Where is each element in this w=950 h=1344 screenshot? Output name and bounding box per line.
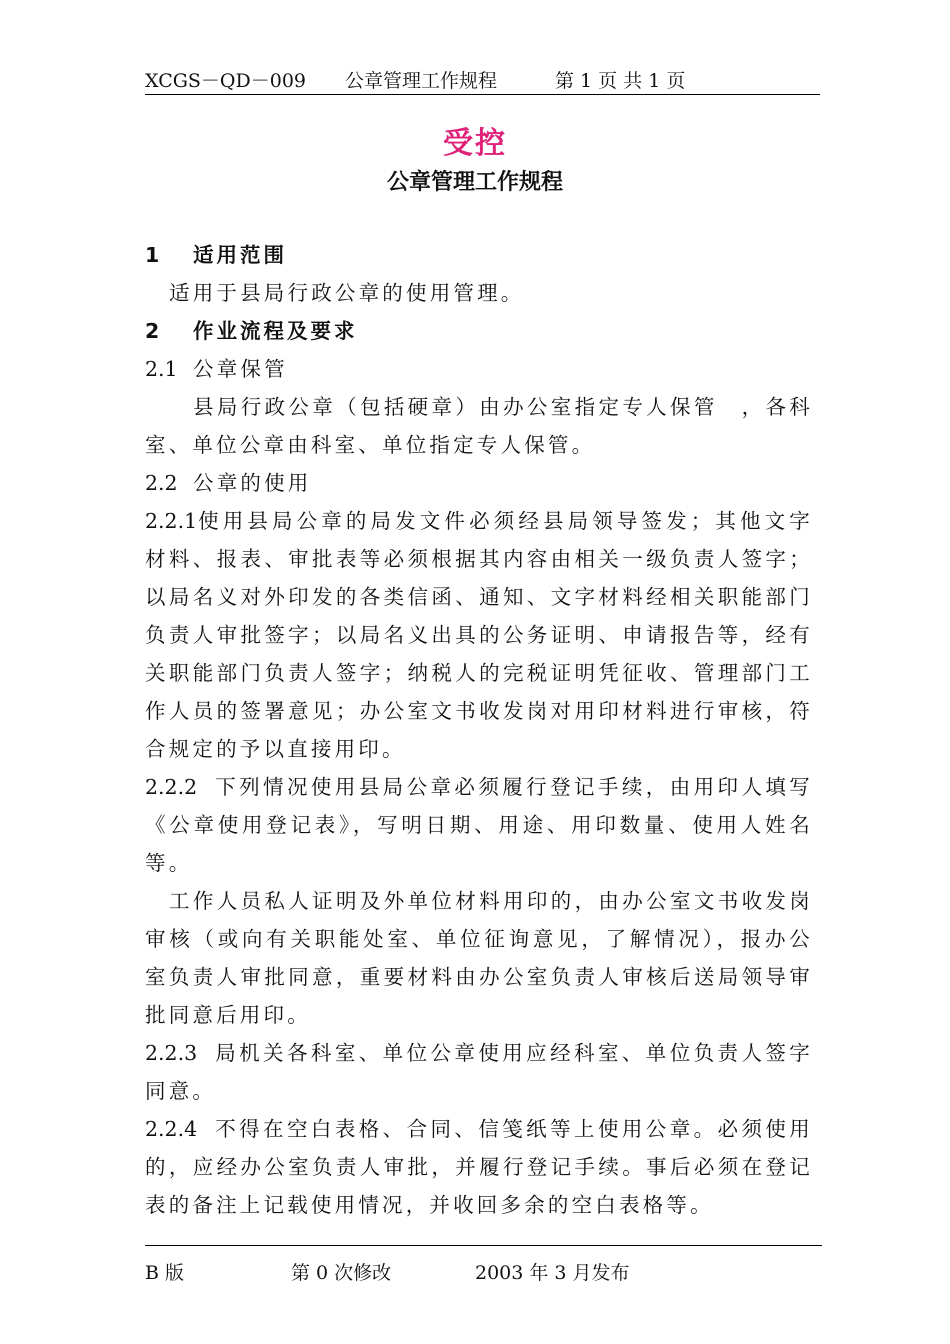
page-footer — [145, 1245, 822, 1284]
document-body — [145, 236, 813, 1224]
section-number: 2.2.3 — [145, 1041, 198, 1065]
section-2-1-heading — [145, 350, 813, 388]
section-number: 2.2.1 — [145, 509, 198, 533]
section-title: 公章的使用 — [193, 471, 312, 495]
section-number: 2.1 — [145, 357, 178, 381]
section-1-heading — [145, 236, 813, 274]
section-number: 2.2.4 — [145, 1117, 198, 1141]
document-code: XCGS－QD－009 — [145, 70, 306, 92]
paragraph-text: 不得在空白表格、合同、信笺纸等上使用公章。必须使用的，应经办公室负责人审批，并履行登记手续。事后必须在登记表的备注上记载使用情况，并收回多余的空白表格等。 — [145, 1117, 813, 1217]
section-number: 1 — [145, 243, 160, 267]
section-2-2-2-text-2: 工作人员私人证明及外单位材料用印的，由办公室文书收发岗审核（或向有关职能处室、单位征询意见，了解情况），报办公室负责人审批同意，重要材料由办公室负责人审核后送局领导审批同意后用印。 — [145, 889, 813, 1027]
section-title: 公章保管 — [193, 357, 288, 381]
section-number: 2.2.2 — [145, 775, 198, 799]
controlled-stamp: 受控 — [443, 126, 507, 161]
edition: B 版 — [145, 1262, 185, 1284]
document-title: 公章管理工作规程 — [386, 170, 563, 195]
header-title: 公章管理工作规程 — [345, 70, 498, 92]
paragraph-text: 局机关各科室、单位公章使用应经科室、单位负责人签字同意。 — [145, 1041, 813, 1103]
section-number: 2.2 — [145, 471, 178, 495]
page-number: 第 1 页 共 1 页 — [555, 70, 686, 92]
section-1-text: 适用于县局行政公章的使用管理。 — [169, 281, 525, 305]
section-title: 作业流程及要求 — [193, 319, 358, 343]
section-2-2-heading — [145, 464, 813, 502]
paragraph-text: 使用县局公章的局发文件必须经县局领导签发；其他文字材料、报表、审批表等必须根据其内容由相关一级负责人签字；以局名义对外印发的各类信函、通知、文字材料经相关职能部门负责人审批签字；以局名义出具的公务证明、申请报告等，经有关职能部门负责人签字；纳税人的完税证明凭征收、管理部门工作人员的签署意见；办公室文书收发岗对用印材料进行审核，符合规定的予以直接用印。 — [145, 509, 813, 761]
revision: 第 0 次修改 — [291, 1262, 392, 1284]
section-2-2-1-text — [145, 502, 813, 768]
section-2-1-text: 县局行政公章（包括硬章）由办公室指定专人保管 ，各科室、单位公章由科室、单位指定专人保管。 — [145, 395, 813, 457]
release-date: 2003 年 3 月发布 — [475, 1262, 630, 1284]
page-header — [145, 62, 820, 95]
section-2-heading — [145, 312, 813, 350]
section-2-2-2-text — [145, 768, 813, 882]
section-number: 2 — [145, 319, 160, 343]
section-title: 适用范围 — [193, 243, 287, 267]
section-2-2-4-text — [145, 1110, 813, 1224]
section-2-2-3-text — [145, 1034, 813, 1110]
paragraph-text: 下列情况使用县局公章必须履行登记手续，由用印人填写《公章使用登记表》，写明日期、用途、用印数量、使用人姓名等。 — [145, 775, 813, 875]
